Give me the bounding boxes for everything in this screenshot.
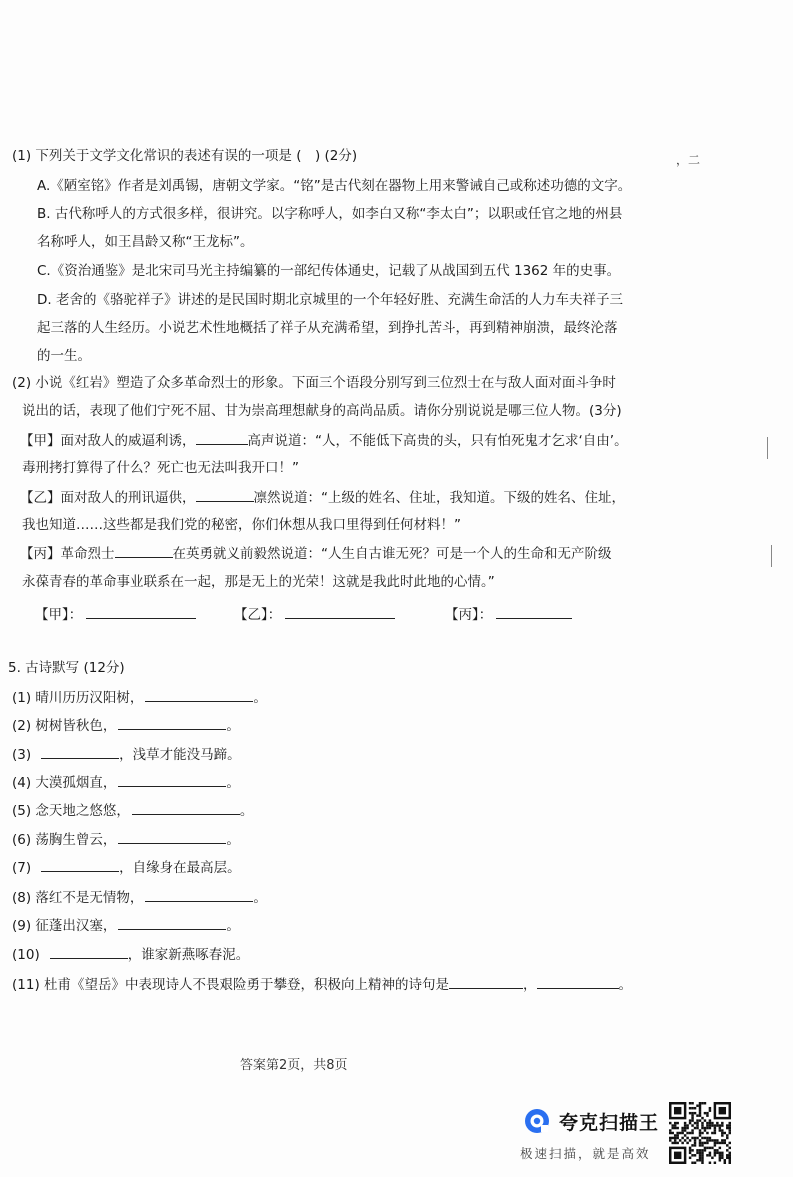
margin-mark	[767, 437, 768, 459]
passage-bing	[20, 544, 612, 563]
poem-line-suffix: 。	[226, 918, 240, 934]
blank-bing-inline[interactable]	[115, 544, 173, 558]
poem-line-prompt: (4) 大漠孤烟直，	[12, 775, 117, 791]
poem-line-blank[interactable]	[132, 801, 240, 815]
passage-yi-cont: 我也知道……这些都是我们党的秘密，你们休想从我口里得到任何材料！”	[22, 517, 461, 533]
poem-line-suffix: ，谁家新燕啄春泥。	[127, 947, 250, 963]
passage-bing-cont: 永葆青春的革命事业联系在一起，那是无上的光荣！这就是我此时此地的心情。”	[22, 574, 495, 590]
scanner-watermark	[520, 1104, 662, 1162]
option-b-cont: 名称呼人，如王昌龄又称“王龙标”。	[37, 234, 254, 250]
poem-line-blank[interactable]	[50, 945, 128, 959]
poem-line-blank[interactable]	[118, 916, 226, 930]
option-d-cont: 起三落的人生经历。小说艺术性地概括了祥子从充满希望，到挣扎苦斗，再到精神崩溃，最终沦落	[37, 320, 618, 336]
answer-bing-label: 【丙】：	[445, 607, 493, 623]
passage-jia-start: 【甲】面对敌人的威逼利诱，	[20, 433, 196, 449]
answer-bing-blank[interactable]	[496, 605, 572, 619]
option-d: D. 老舍的《骆驼祥子》讲述的是民国时期北京城里的一个年轻好胜、充满生命活的人力车夫祥子三	[37, 292, 623, 308]
poem-line	[12, 916, 240, 935]
option-b: B. 古代称呼人的方式很多样，很讲究。以字称呼人，如李白又称“李太白”；以职或任官之地的州县	[37, 206, 623, 222]
passage-bing-rest: 在英勇就义前毅然说道：“人生自古谁无死？可是一个人的生命和无产阶级	[172, 546, 612, 562]
poem-line-11-end: 。	[618, 977, 633, 993]
passage-jia-cont: 毒刑拷打算得了什么？死亡也无法叫我开口！”	[22, 460, 299, 476]
poem-line-prompt: (9) 征蓬出汉塞，	[12, 918, 117, 934]
poem-line	[12, 745, 241, 764]
poem-line-prompt: (2) 树树皆秋色，	[12, 718, 117, 734]
answer-yi-blank[interactable]	[285, 605, 395, 619]
poem-line-suffix: ，浅草才能没马蹄。	[119, 747, 241, 763]
brand-slogan: 极速扫描，就是高效	[520, 1146, 651, 1161]
poem-line-suffix: 。	[226, 775, 240, 791]
answer-jia	[35, 603, 196, 623]
poem-line	[12, 688, 267, 707]
passage-bing-start: 【丙】革命烈士	[20, 546, 115, 562]
blank-jia-inline[interactable]	[196, 431, 248, 445]
poem-line-blank[interactable]	[118, 830, 226, 844]
poem-line-prompt: (3)	[12, 747, 32, 763]
passage-yi-start: 【乙】面对敌人的刑讯逼供，	[20, 490, 196, 506]
poem-line-11-blank-1[interactable]	[449, 975, 523, 989]
poem-line-suffix: 。	[253, 690, 267, 706]
answer-jia-blank[interactable]	[86, 605, 196, 619]
poem-line	[12, 773, 240, 792]
poem-line-suffix: 。	[253, 890, 267, 906]
option-c: C.《资治通鉴》是北宋司马光主持编纂的一部纪传体通史，记载了从战国到五代 1362 年的史事。	[37, 263, 621, 279]
poem-line-prompt: (1) 晴川历历汉阳树，	[12, 690, 144, 706]
margin-mark	[771, 545, 772, 567]
poem-line-11-sep: ，	[523, 977, 537, 993]
answer-jia-label: 【甲】：	[35, 607, 83, 623]
answer-yi-label: 【乙】：	[234, 607, 282, 623]
poem-line-prompt: (6) 荡胸生曾云，	[12, 832, 117, 848]
q4-part2-stem-cont: 说出的话，表现了他们宁死不屈、甘为崇高理想献身的高尚品质。请你分别说说是哪三位人物。(3分)	[22, 403, 622, 419]
q5-title: 5. 古诗默写 (12分)	[8, 660, 125, 676]
poem-line-suffix: 。	[226, 832, 240, 848]
corner-mark: ，二	[676, 153, 701, 167]
poem-line-suffix: 。	[239, 803, 254, 819]
poem-line-blank[interactable]	[118, 716, 226, 730]
poem-line	[12, 830, 240, 849]
passage-jia	[20, 431, 628, 450]
answer-bing	[445, 603, 572, 623]
poem-line	[12, 888, 267, 907]
quark-logo-icon	[523, 1107, 551, 1135]
qr-code-icon	[669, 1102, 731, 1164]
poem-line	[12, 801, 253, 820]
poem-line-11-prompt: (11) 杜甫《望岳》中表现诗人不畏艰险勇于攀登，积极向上精神的诗句是	[12, 977, 450, 993]
option-a: A.《陋室铭》作者是刘禹锡，唐朝文学家。“铭”是古代刻在器物上用来警诫自己或称述功德的文字。	[37, 178, 632, 194]
poem-line-prompt: (8) 落红不是无情物，	[12, 890, 144, 906]
poem-line-blank[interactable]	[118, 773, 226, 787]
poem-line-prompt: (5) 念天地之悠悠，	[12, 803, 130, 819]
brand-name: 夸克扫描王	[559, 1112, 660, 1134]
poem-line-prompt: (10)	[12, 947, 40, 963]
q4-part1-stem: (1) 下列关于文学文化常识的表述有误的一项是 ( ) (2分)	[12, 148, 358, 164]
blank-yi-inline[interactable]	[196, 488, 254, 502]
q4-part2-stem: (2) 小说《红岩》塑造了众多革命烈士的形象。下面三个语段分别写到三位烈士在与敌人面对面斗争时	[12, 375, 616, 391]
poem-line-blank[interactable]	[41, 745, 119, 759]
poem-line-prompt: (7)	[12, 860, 32, 876]
poem-line-blank[interactable]	[41, 858, 119, 872]
passage-yi-rest: 凛然说道：“上级的姓名、住址，我知道。下级的姓名、住址，	[253, 490, 625, 506]
poem-line-blank[interactable]	[145, 888, 253, 902]
page-footer: 答案第2页，共8页	[240, 1058, 348, 1073]
answer-yi	[234, 603, 395, 623]
passage-jia-rest: 高声说道：“人，不能低下高贵的头，只有怕死鬼才乞求‘自由’。	[247, 433, 628, 449]
poem-line-suffix: ，自缘身在最高层。	[119, 860, 241, 876]
option-d-cont: 的一生。	[37, 348, 91, 364]
poem-line	[12, 716, 240, 735]
passage-yi	[20, 488, 625, 507]
poem-line-11-blank-2[interactable]	[537, 975, 619, 989]
poem-line-suffix: 。	[226, 718, 240, 734]
poem-line-11	[12, 975, 632, 994]
poem-line-blank[interactable]	[145, 688, 253, 702]
poem-line	[12, 858, 241, 877]
poem-line	[12, 945, 249, 964]
